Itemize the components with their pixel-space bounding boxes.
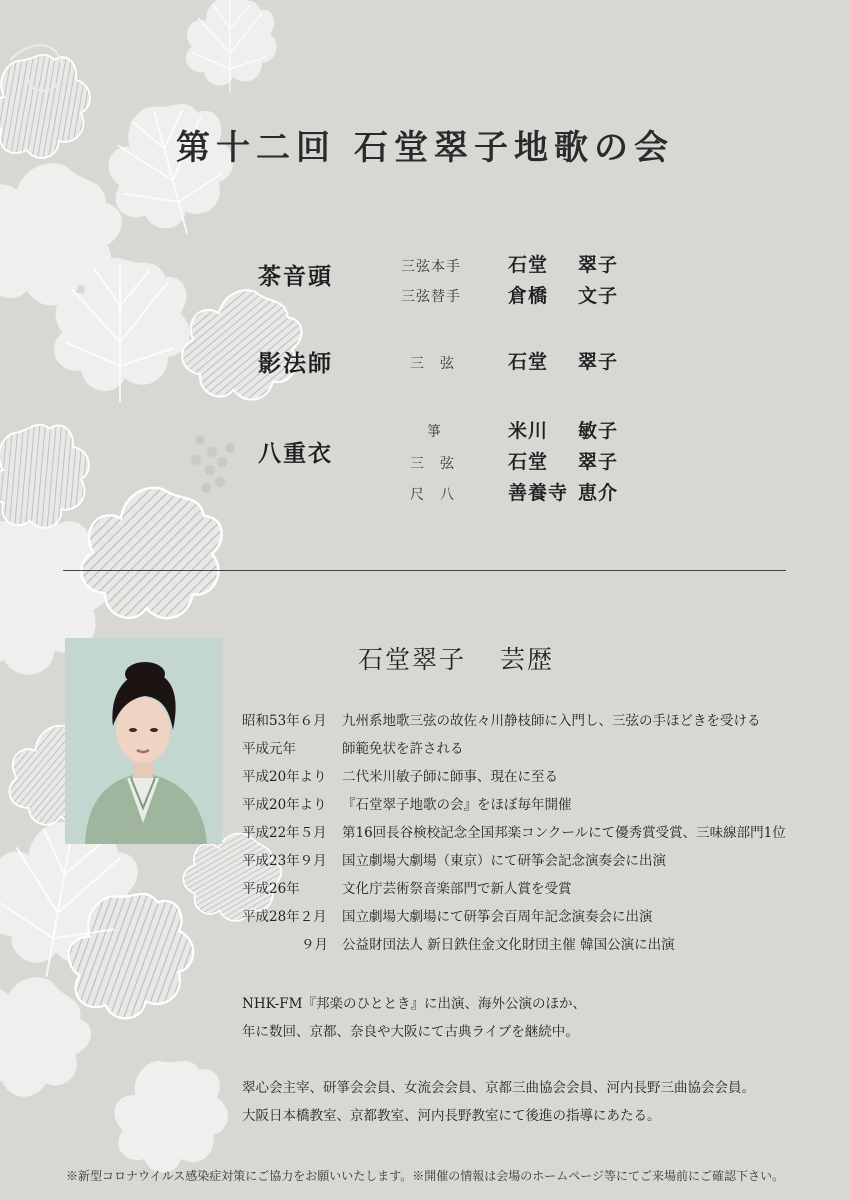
bio-name: 石堂翠子: [358, 645, 467, 674]
performer-role: 三 弦: [410, 456, 455, 472]
portrait-photo: [65, 638, 222, 844]
history-item: 昭和53年６月 九州系地歌三弦の故佐々川静枝師に入門し、三弦の手ほどきを受ける: [242, 713, 761, 729]
piece-title-kageboshi: 影法師: [258, 350, 333, 377]
history-item: 平成20年より 二代米川敏子師に師事、現在に至る: [242, 769, 558, 785]
history-item: 平成20年より 『石堂翠子地歌の会』をほぼ毎年開催: [242, 797, 572, 813]
section-divider: [63, 570, 786, 571]
performer-role: 箏: [427, 424, 442, 440]
bio-paragraph-line: 翠心会主宰、研箏会会員、女流会会員、京都三曲協会会員、河内長野三曲協会会員。: [242, 1080, 755, 1096]
performer-role: 三弦替手: [401, 289, 461, 305]
performer-name: 石堂 翠子: [508, 451, 619, 473]
performer-role: 三 弦: [410, 356, 455, 372]
performer-name: 米川 敏子: [508, 420, 619, 442]
history-item: 平成26年 文化庁芸術祭音楽部門で新人賞を受賞: [242, 881, 572, 897]
bio-title: [358, 640, 554, 676]
program: [0, 0, 850, 560]
bio-heading: 芸歴: [500, 645, 555, 674]
concert-name: 石堂翠子地歌の会: [354, 128, 674, 168]
performer-name: 倉橋 文子: [508, 285, 619, 307]
performer-name: 石堂 翠子: [508, 254, 619, 276]
history-item: ９月 公益財団法人 新日鉄住金文化財団主催 韓国公演に出演: [301, 937, 675, 953]
piece-title-chaondo: 茶音頭: [258, 263, 333, 290]
history-item: 平成元年 師範免状を許される: [242, 741, 464, 757]
history-item: 平成23年９月 国立劇場大劇場（東京）にて研筝会記念演奏会に出演: [242, 853, 666, 869]
piece-title-yaegoromo: 八重衣: [258, 440, 333, 467]
performer-name: 善養寺 恵介: [508, 482, 619, 504]
bio-paragraph-line: NHK-FM『邦楽のひととき』に出演、海外公演のほか、: [242, 996, 586, 1012]
performer-role: 三弦本手: [401, 259, 461, 275]
performer-role: 尺 八: [410, 487, 455, 503]
history-item: 平成22年５月 第16回長谷検校記念全国邦楽コンクールにて優秀賞受賞、三味線部門1位: [242, 825, 786, 841]
covid-notice: ※新型コロナウイルス感染症対策にご協力をお願いいたします。※開催の情報は会場のホームページ等にてご来場前にご確認下さい。: [65, 1169, 785, 1183]
performer-name: 石堂 翠子: [508, 351, 619, 373]
bio-paragraph-line: 大阪日本橋教室、京都教室、河内長野教室にて後進の指導にあたる。: [242, 1108, 661, 1124]
concert-edition: 第十二回: [176, 128, 336, 168]
bio-paragraph-line: 年に数回、京都、奈良や大阪にて古典ライブを継続中。: [242, 1024, 579, 1040]
history-item: 平成28年２月 国立劇場大劇場にて研筝会百周年記念演奏会に出演: [242, 909, 653, 925]
